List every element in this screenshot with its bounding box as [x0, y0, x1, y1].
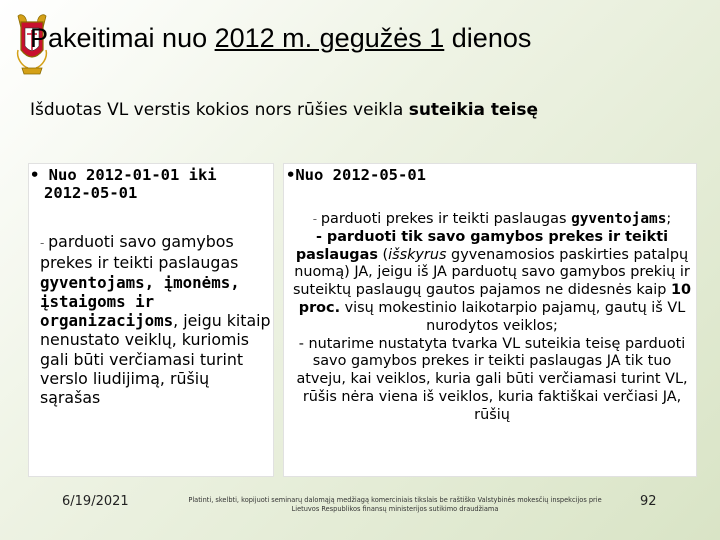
title-date: 2012 m. gegužės 1: [214, 23, 445, 53]
left-column-heading: [30, 166, 270, 202]
right-dash: -: [312, 212, 321, 226]
left-text-2: , jeigu kitaip nenustato veiklų, kuriomis gali būti verčiamasi turint verslo liudijimą, rūšių sąrašas: [40, 311, 271, 408]
right-paragraph-1: [287, 211, 697, 229]
right-p1-text: parduoti prekes ir teikti paslaugas: [320, 211, 572, 227]
left-heading-line1: • Nuo 2012-01-01 iki: [30, 166, 217, 184]
left-heading-line2: 2012-05-01: [44, 184, 138, 202]
right-p2-text-c: visų mokestinio laikotarpio pajamų, gautų iš VL nurodytos veiklos;: [340, 299, 686, 334]
intro-regular: Išduotas VL verstis kokios nors rūšies veikla: [30, 100, 409, 120]
intro-text: [30, 98, 670, 123]
right-p2-bold-2: 10 proc.: [298, 282, 692, 316]
right-p2-text-a: (: [377, 246, 389, 263]
left-column-body: [40, 232, 272, 408]
footer-date: 6/19/2021: [62, 494, 129, 509]
right-p1-end: ;: [666, 211, 672, 227]
intro-bold: suteikia teisę: [408, 100, 539, 120]
right-column-heading: •Nuo 2012-05-01: [286, 166, 426, 184]
right-paragraph-3: - nutarime nustatyta tvarka VL suteikia teisę parduoti savo gamybos prekes ir teikti paslaugas JA tik tuo atveju, kai veiklos, kuria gali būti verčiamasi turint VL, rūšis nėra viena iš veiklos, kuria faktiškai verčiasi JA, rūšių: [296, 335, 688, 423]
left-bold: gyventojams, įmonėms, įstaigoms ir organizacijoms: [40, 272, 240, 331]
page-number: 92: [640, 494, 657, 509]
footer-note: Platinti, skelbti, kopijuoti seminarų dalomąją medžiagą komerciniais tikslais be raštiško Valstybinės mokesčių inspekcijos prie Lietuvos Respublikos finansų ministerijos sutikimo draudžiama: [188, 496, 602, 513]
right-p1-bold: gyventojams: [571, 211, 667, 227]
right-p2-text-b: gyvenamosios paskirties patalpų nuomą) JA, jeigu iš JA parduotų savo gamybos prekių ir suteiktų paslaugų gautos pajamos ne didesnės kaip: [292, 246, 690, 299]
right-column-body: [287, 211, 697, 425]
slide-title: [30, 22, 710, 54]
right-p2-bold: - parduoti tik savo gamybos prekes ir teikti paslaugas: [295, 228, 669, 263]
right-paragraph-2: [287, 229, 697, 336]
title-suffix: dienos: [444, 23, 532, 53]
left-text-1: parduoti savo gamybos prekes ir teikti paslaugas: [40, 232, 239, 273]
left-dash: -: [40, 236, 49, 250]
right-p2-italic: išskyrus: [388, 246, 447, 263]
title-prefix: Pakeitimai nuo: [30, 23, 215, 53]
